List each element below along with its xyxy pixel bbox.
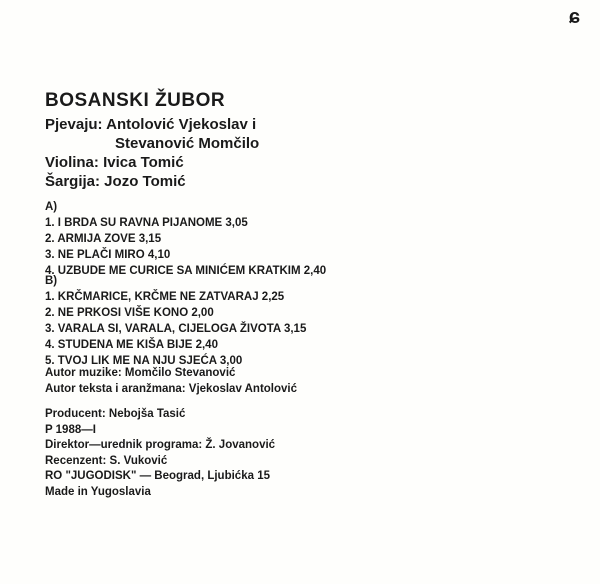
- label-address: RO "JUGODISK" — Beograd, Ljubićka 15: [45, 470, 270, 482]
- track-item: 4. UZBUDE ME CURICE SA MINIĆEM KRATKIM 2,40: [45, 265, 327, 277]
- track-item: 1. KRČMARICE, KRČME NE ZATVARAJ 2,25: [45, 291, 285, 303]
- singers-line-1: Pjevaju: Antolović Vjekoslav i: [45, 116, 257, 133]
- album-header: [45, 90, 259, 191]
- album-title: BOSANSKI ŽUBOR: [45, 90, 226, 111]
- sargija-credit: Šargija: Jozo Tomić: [45, 173, 186, 190]
- side-a-label: A): [45, 201, 58, 213]
- author-credits: [45, 366, 297, 397]
- track-item: 3. NE PLAČI MIRO 4,10: [45, 249, 171, 261]
- phonogram-year: P 1988—I: [45, 423, 96, 436]
- production-credits: [45, 407, 275, 500]
- reviewer: Recenzent: S. Vuković: [45, 454, 168, 467]
- program-director: Direktor—urednik programa: Ž. Jovanović: [45, 439, 276, 451]
- producer: Producent: Nebojša Tasić: [45, 408, 186, 420]
- made-in: Made in Yugoslavia: [45, 485, 151, 498]
- violin-credit: Violina: Ivica Tomić: [45, 154, 184, 171]
- side-a-tracklist: [45, 199, 326, 279]
- side-b-tracklist: [45, 273, 306, 369]
- track-item: 2. ARMIJA ZOVE 3,15: [45, 233, 162, 245]
- corner-mark: ɕ: [568, 6, 580, 28]
- track-item: 5. TVOJ LIK ME NA NJU SJEĆA 3,00: [45, 355, 243, 367]
- track-item: 1. I BRDA SU RAVNA PIJANOME 3,05: [45, 217, 248, 229]
- singers-line-2: Stevanović Momčilo: [115, 135, 260, 152]
- track-item: 2. NE PRKOSI VIŠE KONO 2,00: [45, 307, 214, 319]
- lyrics-author: Autor teksta i aranžmana: Vjekoslav Antolović: [45, 382, 298, 395]
- track-item: 3. VARALA SI, VARALA, CIJELOGA ŽIVOTA 3,15: [45, 323, 307, 335]
- side-b-label: B): [45, 275, 58, 287]
- track-item: 4. STUDENA ME KIŠA BIJE 2,40: [45, 339, 218, 351]
- music-author: Autor muzike: Momčilo Stevanović: [45, 367, 236, 379]
